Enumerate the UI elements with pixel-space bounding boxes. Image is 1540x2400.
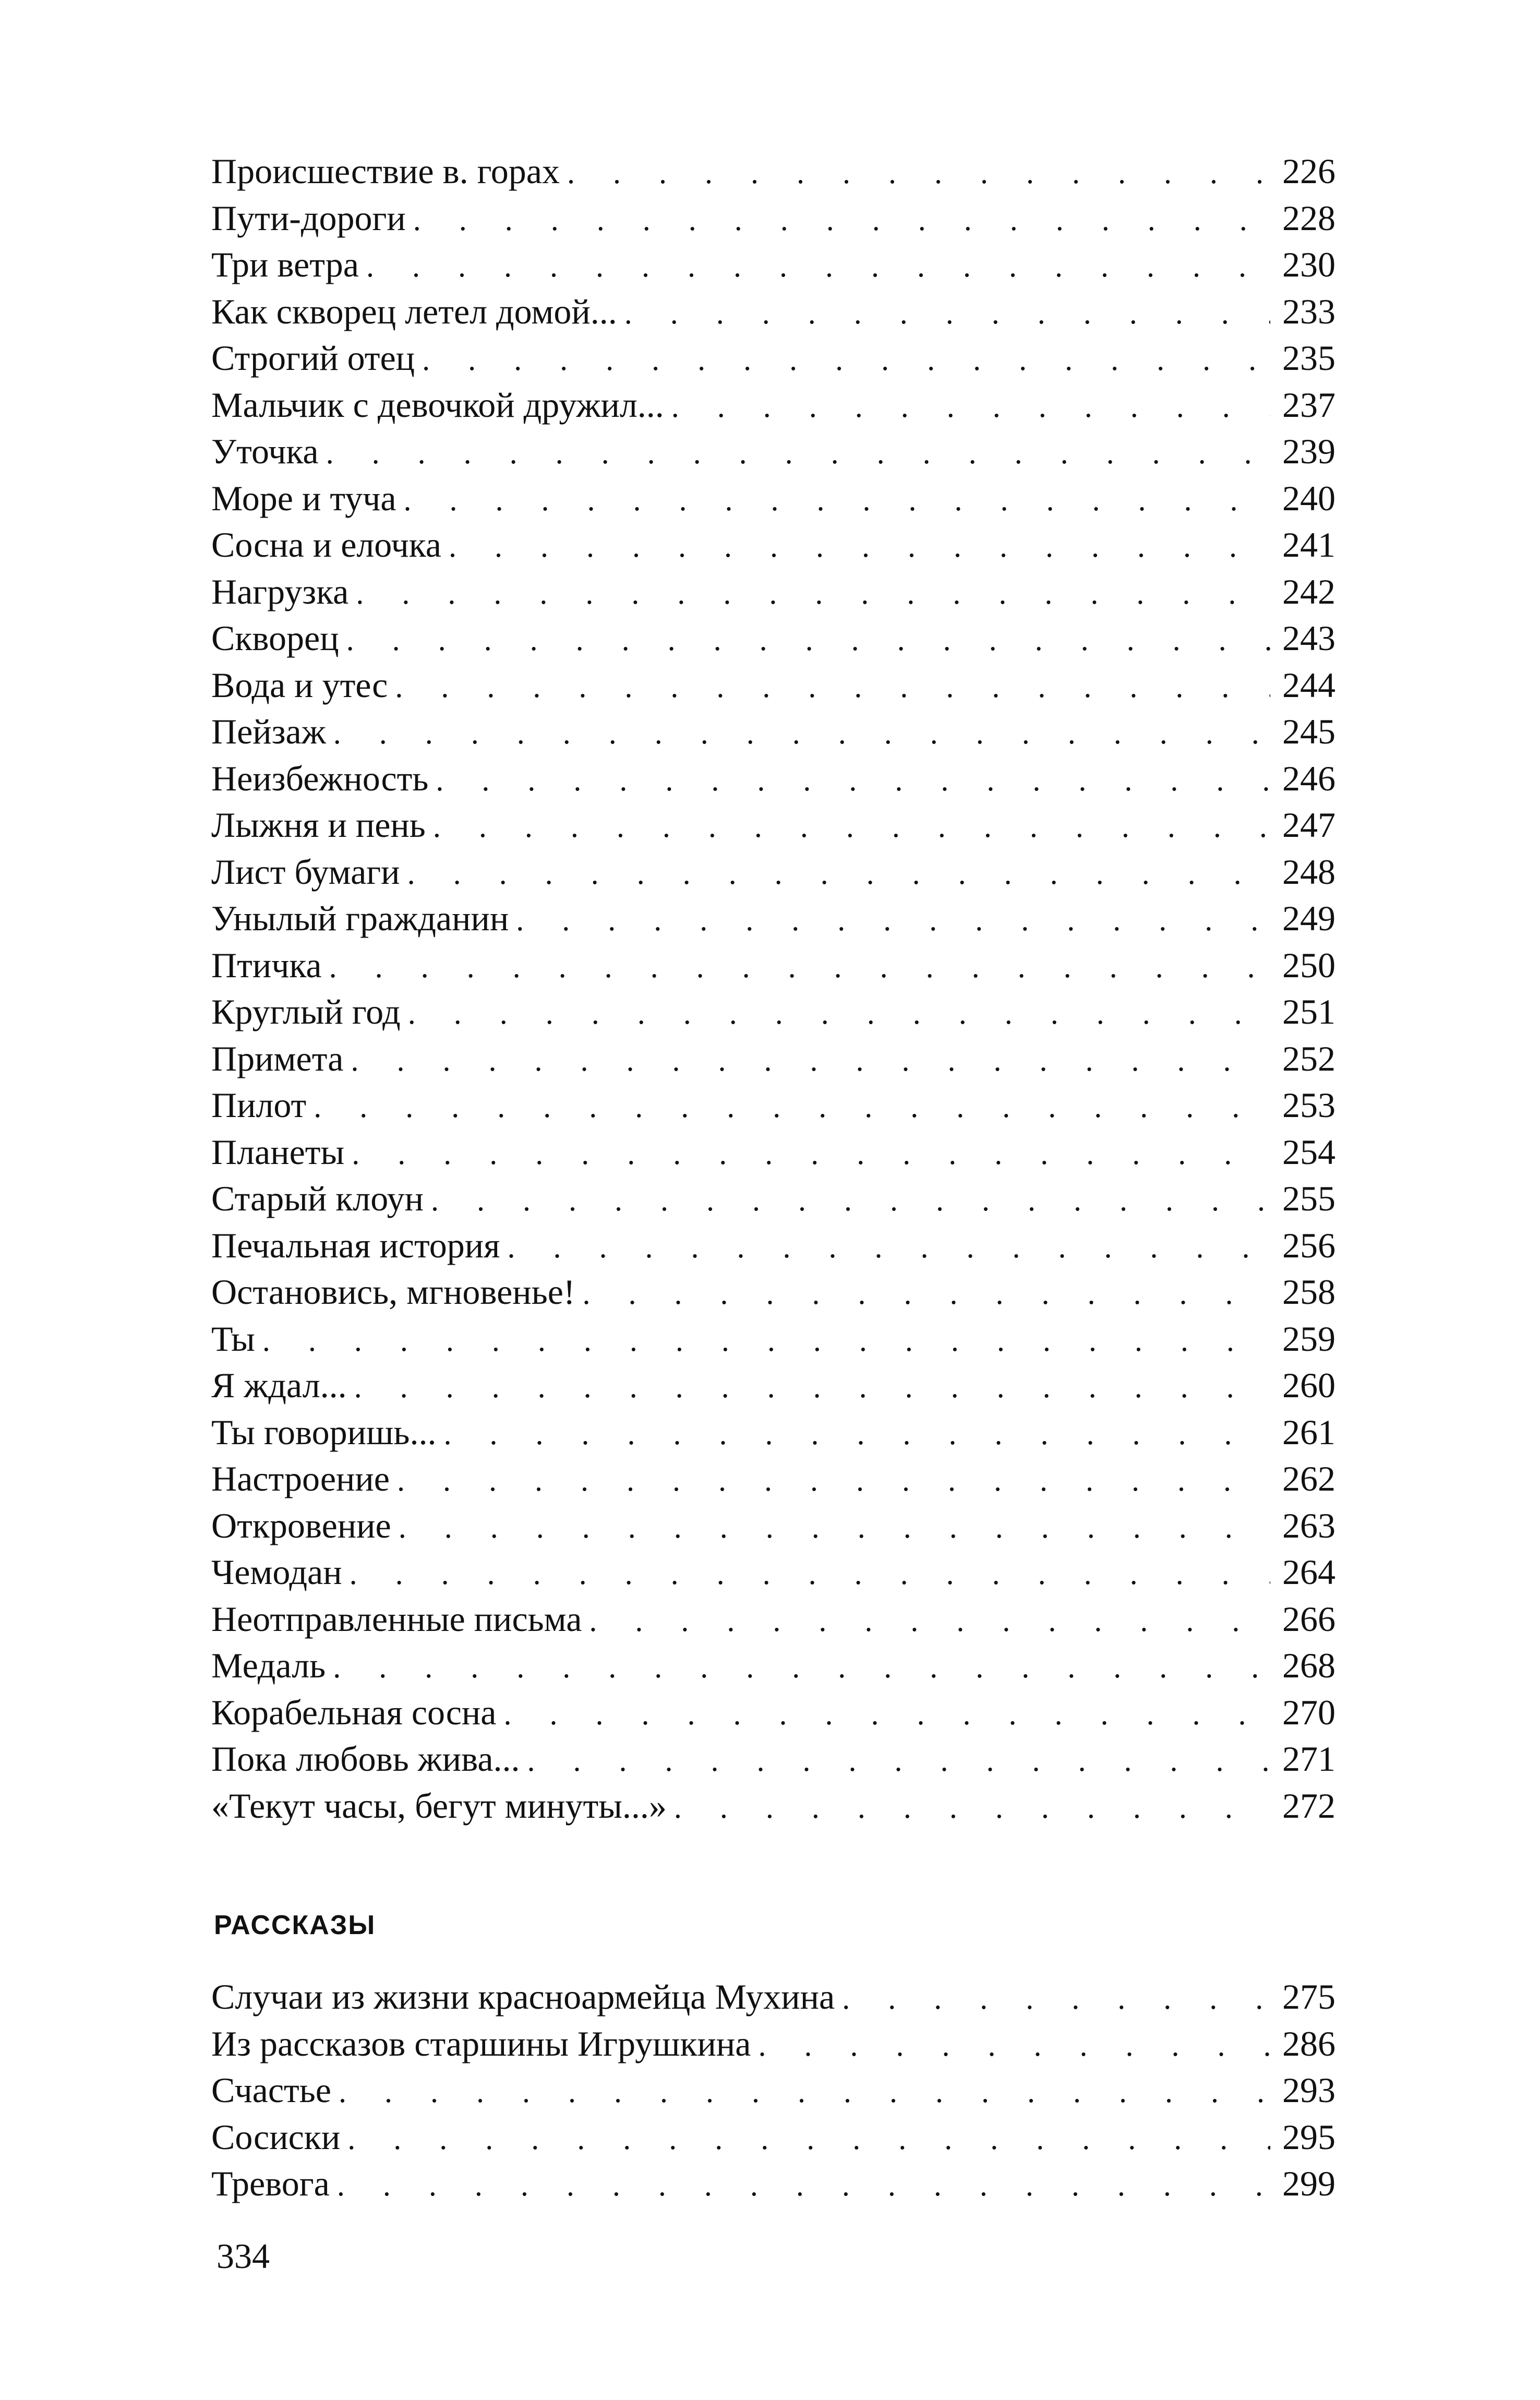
toc-entry: [211, 1549, 1336, 1596]
dot-leader: [404, 477, 1270, 524]
toc-entry-title: Как скворец летел домой...: [211, 291, 617, 331]
toc-entry-page: 295: [1282, 2117, 1336, 2157]
toc-entry: [211, 522, 1336, 569]
dot-leader: [624, 290, 1270, 337]
toc-entry-page: 244: [1282, 665, 1336, 705]
toc-entry-page: 247: [1282, 805, 1336, 845]
dot-leader: [674, 1784, 1270, 1831]
toc-entry-title: Происшествие в. горах: [211, 151, 560, 191]
toc-entry: [211, 709, 1336, 755]
toc-entry-title: Птичка: [211, 945, 322, 985]
toc-entry-title: Пути-дороги: [211, 198, 406, 238]
toc-entry-page: 248: [1282, 851, 1336, 892]
toc-entry-title: Неизбежность: [211, 758, 429, 798]
toc-entry: [211, 2161, 1336, 2207]
dot-leader: [443, 1411, 1270, 1458]
dot-leader: [436, 757, 1270, 804]
toc-entry-title: Корабельная сосна: [211, 1692, 497, 1732]
dot-leader: [583, 1270, 1270, 1317]
dot-leader: [329, 944, 1270, 991]
dot-leader: [449, 523, 1270, 570]
toc-entry-title: Лыжня и пень: [211, 805, 426, 845]
dot-leader: [516, 897, 1270, 944]
toc-entry-page: 293: [1282, 2070, 1336, 2110]
toc-entry-title: Мальчик с девочкой дружил...: [211, 385, 664, 425]
toc-entry: [211, 1689, 1336, 1736]
toc-entry-title: Остановись, мгновенье!: [211, 1272, 575, 1312]
toc-entry-page: 245: [1282, 712, 1336, 751]
dot-leader: [408, 990, 1270, 1037]
toc-entry-page: 243: [1282, 618, 1336, 658]
toc-entry-page: 226: [1282, 151, 1336, 191]
toc-entry-page: 262: [1282, 1459, 1336, 1498]
toc-entry: [211, 1642, 1336, 1689]
dot-leader: [503, 1691, 1270, 1738]
toc-stories: [211, 1974, 1336, 2207]
toc-entry-page: 255: [1282, 1179, 1336, 1218]
dot-leader: [346, 617, 1270, 664]
page-number: 334: [216, 2236, 270, 2276]
toc-entry-title: Настроение: [211, 1459, 390, 1498]
toc-entry-page: 264: [1282, 1552, 1336, 1592]
dot-leader: [339, 2069, 1270, 2116]
dot-leader: [347, 2116, 1270, 2163]
toc-entry: [211, 1269, 1336, 1316]
dot-leader: [352, 1131, 1270, 1178]
toc-entry-title: Я ждал...: [211, 1365, 347, 1405]
toc-entry: [211, 335, 1336, 382]
toc-entry: [211, 1222, 1336, 1269]
toc-entry: [211, 1175, 1336, 1222]
toc-entry: [211, 755, 1336, 802]
dot-leader: [758, 2022, 1270, 2069]
toc-entry: [211, 2021, 1336, 2068]
toc-entry-title: Чемодан: [211, 1552, 342, 1592]
toc-entry: [211, 895, 1336, 942]
toc-entry-page: 239: [1282, 431, 1336, 471]
dot-leader: [413, 197, 1270, 244]
toc-entry-title: Пока любовь жива...: [211, 1739, 520, 1779]
dot-leader: [395, 664, 1270, 711]
toc-entry-title: Пейзаж: [211, 712, 326, 751]
toc-entry-title: Сосиски: [211, 2117, 341, 2157]
toc-entry-page: 258: [1282, 1272, 1336, 1312]
dot-leader: [262, 1317, 1270, 1364]
toc-entry: [211, 195, 1336, 242]
toc-entry-page: 246: [1282, 758, 1336, 798]
toc-entry-page: 299: [1282, 2164, 1336, 2203]
toc-entry-page: 241: [1282, 525, 1336, 565]
toc-entry-title: Случаи из жизни красноармейца Мухина: [211, 1977, 835, 2017]
dot-leader: [399, 1504, 1270, 1551]
dot-leader: [326, 430, 1270, 477]
toc-entry: [211, 148, 1336, 195]
toc-entry-page: 242: [1282, 571, 1336, 611]
toc-entry: [211, 1596, 1336, 1643]
toc-entry-page: 268: [1282, 1646, 1336, 1685]
dot-leader: [589, 1598, 1270, 1645]
toc-entry-title: Пилот: [211, 1085, 307, 1125]
toc-entry-title: Печальная история: [211, 1225, 500, 1265]
toc-entry-page: 254: [1282, 1132, 1336, 1172]
dot-leader: [671, 383, 1270, 430]
toc-entry: [211, 382, 1336, 429]
toc-entry-title: Лист бумаги: [211, 851, 400, 892]
dot-leader: [527, 1737, 1270, 1784]
dot-leader: [354, 1364, 1270, 1411]
toc-entry: [211, 1362, 1336, 1409]
toc-entry-page: 228: [1282, 198, 1336, 238]
toc-entry-title: Из рассказов старшины Игрушкина: [211, 2023, 751, 2063]
toc-entry: [211, 569, 1336, 616]
dot-leader: [397, 1457, 1270, 1504]
toc-entry-title: Неотправленные письма: [211, 1599, 582, 1639]
toc-entry-page: 235: [1282, 338, 1336, 378]
toc-entry-title: Унылый гражданин: [211, 898, 509, 938]
dot-leader: [433, 803, 1270, 850]
dot-leader: [314, 1084, 1270, 1131]
toc-poems: [211, 148, 1336, 1829]
dot-leader: [333, 710, 1270, 757]
dot-leader: [337, 2162, 1270, 2209]
dot-leader: [431, 1177, 1270, 1224]
toc-entry: [211, 475, 1336, 522]
toc-entry-page: 266: [1282, 1599, 1336, 1639]
toc-entry: [211, 662, 1336, 709]
dot-leader: [407, 850, 1270, 897]
toc-entry-title: Нагрузка: [211, 571, 349, 611]
toc-entry: [211, 289, 1336, 335]
toc-entry: [211, 1503, 1336, 1550]
toc-entry-title: Ты говоришь...: [211, 1412, 437, 1452]
dot-leader: [350, 1551, 1270, 1598]
toc-entry-page: 261: [1282, 1412, 1336, 1452]
dot-leader: [366, 243, 1270, 290]
toc-entry-page: 275: [1282, 1977, 1336, 2017]
toc-entry-title: Старый клоун: [211, 1179, 424, 1218]
toc-entry-title: Круглый год: [211, 992, 401, 1031]
toc-entry: [211, 1736, 1336, 1783]
toc-entry-title: Тревога: [211, 2164, 330, 2203]
dot-leader: [356, 570, 1270, 617]
toc-entry: [211, 428, 1336, 475]
toc-entry-page: 230: [1282, 245, 1336, 284]
toc-entry-page: 271: [1282, 1739, 1336, 1779]
toc-entry-title: Ты: [211, 1318, 255, 1359]
toc-entry-page: 259: [1282, 1318, 1336, 1359]
toc-entry: [211, 2114, 1336, 2161]
toc-entry-title: Три ветра: [211, 245, 359, 284]
toc-entry: [211, 2067, 1336, 2114]
toc-entry-title: Планеты: [211, 1132, 345, 1172]
toc-entry-title: Медаль: [211, 1646, 326, 1685]
toc-entry: [211, 1456, 1336, 1503]
toc-entry-page: 286: [1282, 2023, 1336, 2063]
toc-entry-page: 237: [1282, 385, 1336, 425]
toc-entry-page: 252: [1282, 1038, 1336, 1078]
toc-entry: [211, 1316, 1336, 1363]
toc-entry-page: 251: [1282, 992, 1336, 1031]
dot-leader: [842, 1975, 1270, 2022]
toc-entry-title: Примета: [211, 1038, 344, 1078]
toc-entry-title: Откровение: [211, 1505, 391, 1545]
toc-entry: [211, 1974, 1336, 2021]
toc-entry: [211, 615, 1336, 662]
toc-entry: [211, 1783, 1336, 1830]
toc-entry: [211, 1409, 1336, 1456]
toc-entry-page: 253: [1282, 1085, 1336, 1125]
toc-entry-title: Уточка: [211, 431, 319, 471]
toc-entry: [211, 989, 1336, 1036]
toc-entry-title: «Текут часы, бегут минуты...»: [211, 1785, 667, 1826]
toc-entry: [211, 849, 1336, 896]
dot-leader: [507, 1224, 1270, 1271]
toc-entry: [211, 1082, 1336, 1129]
toc-entry-page: 233: [1282, 291, 1336, 331]
toc-entry-page: 260: [1282, 1365, 1336, 1405]
dot-leader: [567, 150, 1270, 197]
toc-entry-page: 270: [1282, 1692, 1336, 1732]
toc-entry-title: Счастье: [211, 2070, 331, 2110]
dot-leader: [422, 337, 1270, 383]
toc-entry-page: 272: [1282, 1785, 1336, 1826]
toc-entry: [211, 1129, 1336, 1176]
toc-entry-title: Скворец: [211, 618, 339, 658]
toc-entry-page: 263: [1282, 1505, 1336, 1545]
toc-entry: [211, 942, 1336, 989]
toc-entry-page: 256: [1282, 1225, 1336, 1265]
dot-leader: [351, 1037, 1270, 1084]
toc-entry-title: Строгий отец: [211, 338, 415, 378]
toc-entry-page: 249: [1282, 898, 1336, 938]
toc-entry: [211, 1036, 1336, 1083]
dot-leader: [333, 1644, 1270, 1691]
toc-entry: [211, 242, 1336, 289]
toc-entry: [211, 802, 1336, 849]
toc-entry-page: 250: [1282, 945, 1336, 985]
section-heading: РАССКАЗЫ: [214, 1910, 376, 1940]
toc-entry-title: Море и туча: [211, 478, 396, 518]
toc-entry-title: Сосна и елочка: [211, 525, 441, 565]
toc-entry-page: 240: [1282, 478, 1336, 518]
toc-entry-title: Вода и утес: [211, 665, 388, 705]
